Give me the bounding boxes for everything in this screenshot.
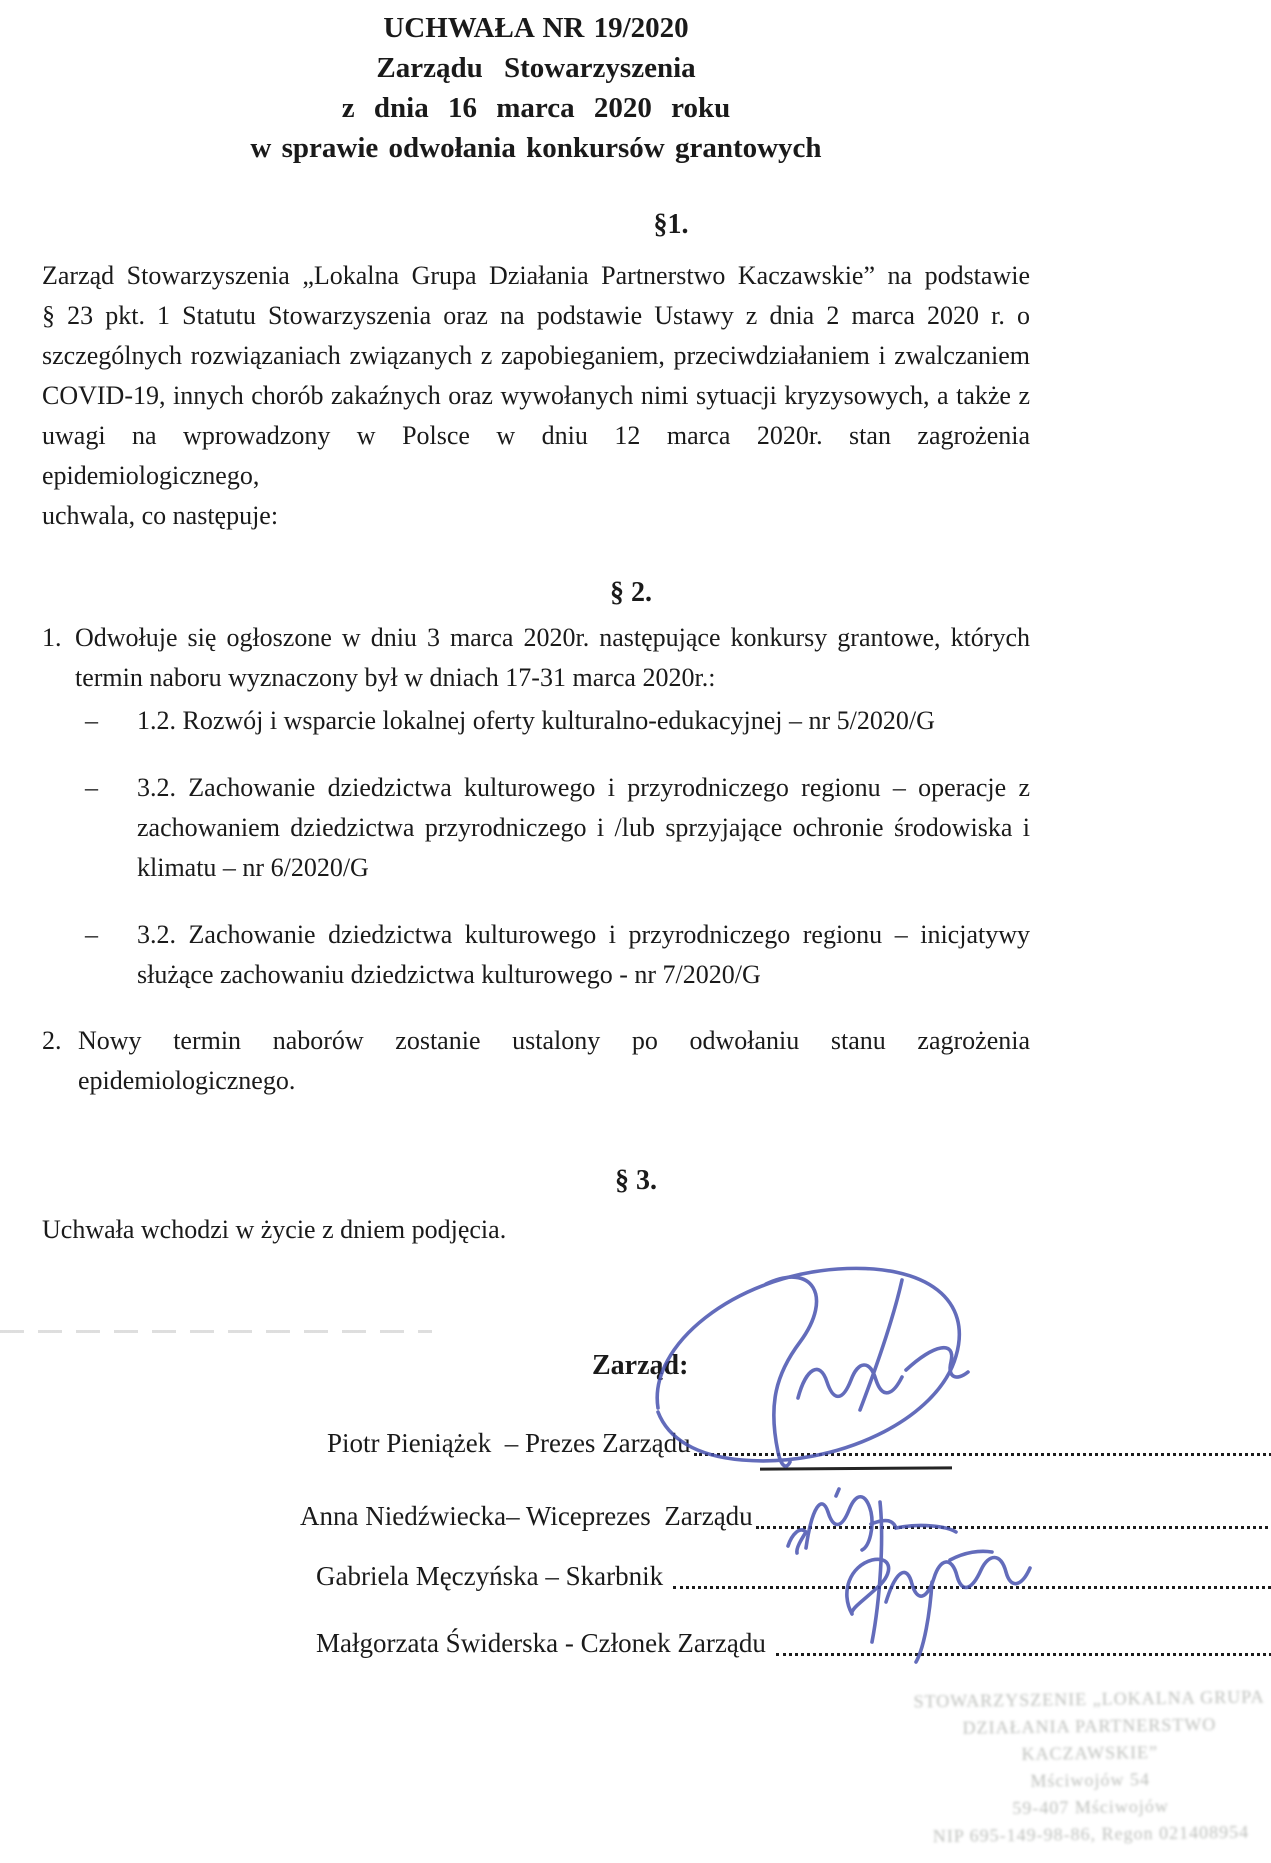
section1-paragraph: [42, 256, 1030, 536]
signature-row-anna: [42, 1496, 1271, 1536]
signature-row-piotr: [42, 1423, 1271, 1463]
body-line: szczególnych rozwiązaniach związanych z zapobieganiem, przeciwdziałaniem i zwalczaniem: [42, 341, 1030, 370]
section2-heading: § 2.: [610, 577, 652, 608]
bullet-line: służące zachowaniu dziedzictwa kulturowego - nr 7/2020/G: [137, 960, 761, 989]
item-number: 1.: [42, 623, 62, 652]
title-line: z dnia 16 marca 2020 roku: [341, 92, 731, 124]
signature-label: Anna Niedźwiecka– Wiceprezes Zarządu: [300, 1501, 753, 1531]
body-line: epidemiologicznego.: [78, 1066, 296, 1095]
bullet-dash: –: [85, 773, 98, 802]
scan-artifact-line: [0, 1330, 432, 1333]
body-line: § 23 pkt. 1 Statutu Stowarzyszenia oraz na podstawie Ustawy z dnia 2 marca 2020 r. o: [42, 301, 1030, 330]
bullet-line: 3.2. Zachowanie dziedzictwa kulturowego i przyrodniczego regionu – inicjatywy: [137, 920, 1030, 949]
dotted-leader: [694, 1453, 1271, 1456]
document: [42, 8, 1030, 1663]
title-line: Zarządu Stowarzyszenia: [376, 52, 696, 84]
dotted-leader: [673, 1586, 1271, 1589]
bullet-line: zachowaniem dziedzictwa przyrodniczego i /lub sprzyjające ochronie środowiska i: [137, 813, 1030, 842]
bullet-line: klimatu – nr 6/2020/G: [137, 853, 369, 882]
stamp-line: NIP 695-149-98-86, Regon 021408954: [932, 1821, 1250, 1847]
bullet-dash: –: [85, 920, 98, 949]
stamp-line: STOWARZYSZENIE „LOKALNA GRUPA: [913, 1686, 1265, 1712]
stamp-line: DZIAŁANIA PARTNERSTWO KACZAWSKIE”: [962, 1714, 1217, 1764]
dotted-leader: [776, 1653, 1271, 1656]
list-item-1: [42, 618, 1030, 698]
body-line: Odwołuje się ogłoszone w dniu 3 marca 2020r. następujące konkursy grantowe, których: [75, 623, 1030, 652]
body-line: uchwala, co następuje:: [42, 501, 279, 530]
title-line: UCHWAŁA NR 19/2020: [383, 12, 689, 44]
stamp-line: 59-407 Mściwojów: [1012, 1795, 1169, 1819]
office-stamp: [904, 1683, 1271, 1850]
title-block: [42, 8, 1030, 168]
bullet-item-1: [42, 701, 1030, 741]
title-line: w sprawie odwołania konkursów grantowych: [250, 132, 822, 164]
body-line: Zarząd Stowarzyszenia „Lokalna Grupa Działania Partnerstwo Kaczawskie” na podstawie: [42, 261, 1030, 290]
bullet-line: 1.2. Rozwój i wsparcie lokalnej oferty kulturalno-edukacyjnej – nr 5/2020/G: [137, 706, 935, 735]
bullet-item-3: [42, 915, 1030, 995]
section1-heading: §1.: [653, 209, 689, 240]
bullet-line: 3.2. Zachowanie dziedzictwa kulturowego i przyrodniczego regionu – operacje z: [137, 773, 1030, 802]
signatures-heading: Zarząd:: [592, 1350, 689, 1381]
bullet-item-2: [42, 768, 1030, 888]
body-line: uwagi na wprowadzony w Polsce w dniu 12 marca 2020r. stan zagrożenia epidemiologicznego,: [42, 421, 1030, 490]
list-item-2: [42, 1021, 1030, 1101]
body-line: COVID-19, innych chorób zakaźnych oraz wywołanych nimi sytuacji kryzysowych, a także z: [42, 381, 1030, 410]
item-number: 2.: [42, 1026, 62, 1055]
signature-label: Małgorzata Świderska - Członek Zarządu: [316, 1628, 773, 1658]
dotted-leader: [756, 1526, 1271, 1529]
body-line: Nowy termin naborów zostanie ustalony po odwołaniu stanu zagrożenia: [78, 1026, 1030, 1055]
body-line: termin naboru wyznaczony był w dniach 17-31 marca 2020r.:: [75, 663, 716, 692]
signature-label: Gabriela Męczyńska – Skarbnik: [316, 1561, 670, 1591]
signature-label: Piotr Pieniążek – Prezes Zarządu: [327, 1428, 691, 1458]
signature-row-gabriela: [42, 1556, 1271, 1596]
section3-heading: § 3.: [615, 1165, 657, 1196]
section3-body: Uchwała wchodzi w życie z dniem podjęcia.: [42, 1215, 507, 1244]
signature-row-malgorzata: [42, 1623, 1271, 1663]
bullet-dash: –: [85, 706, 98, 735]
stamp-line: Mściwojów 54: [1030, 1769, 1151, 1791]
